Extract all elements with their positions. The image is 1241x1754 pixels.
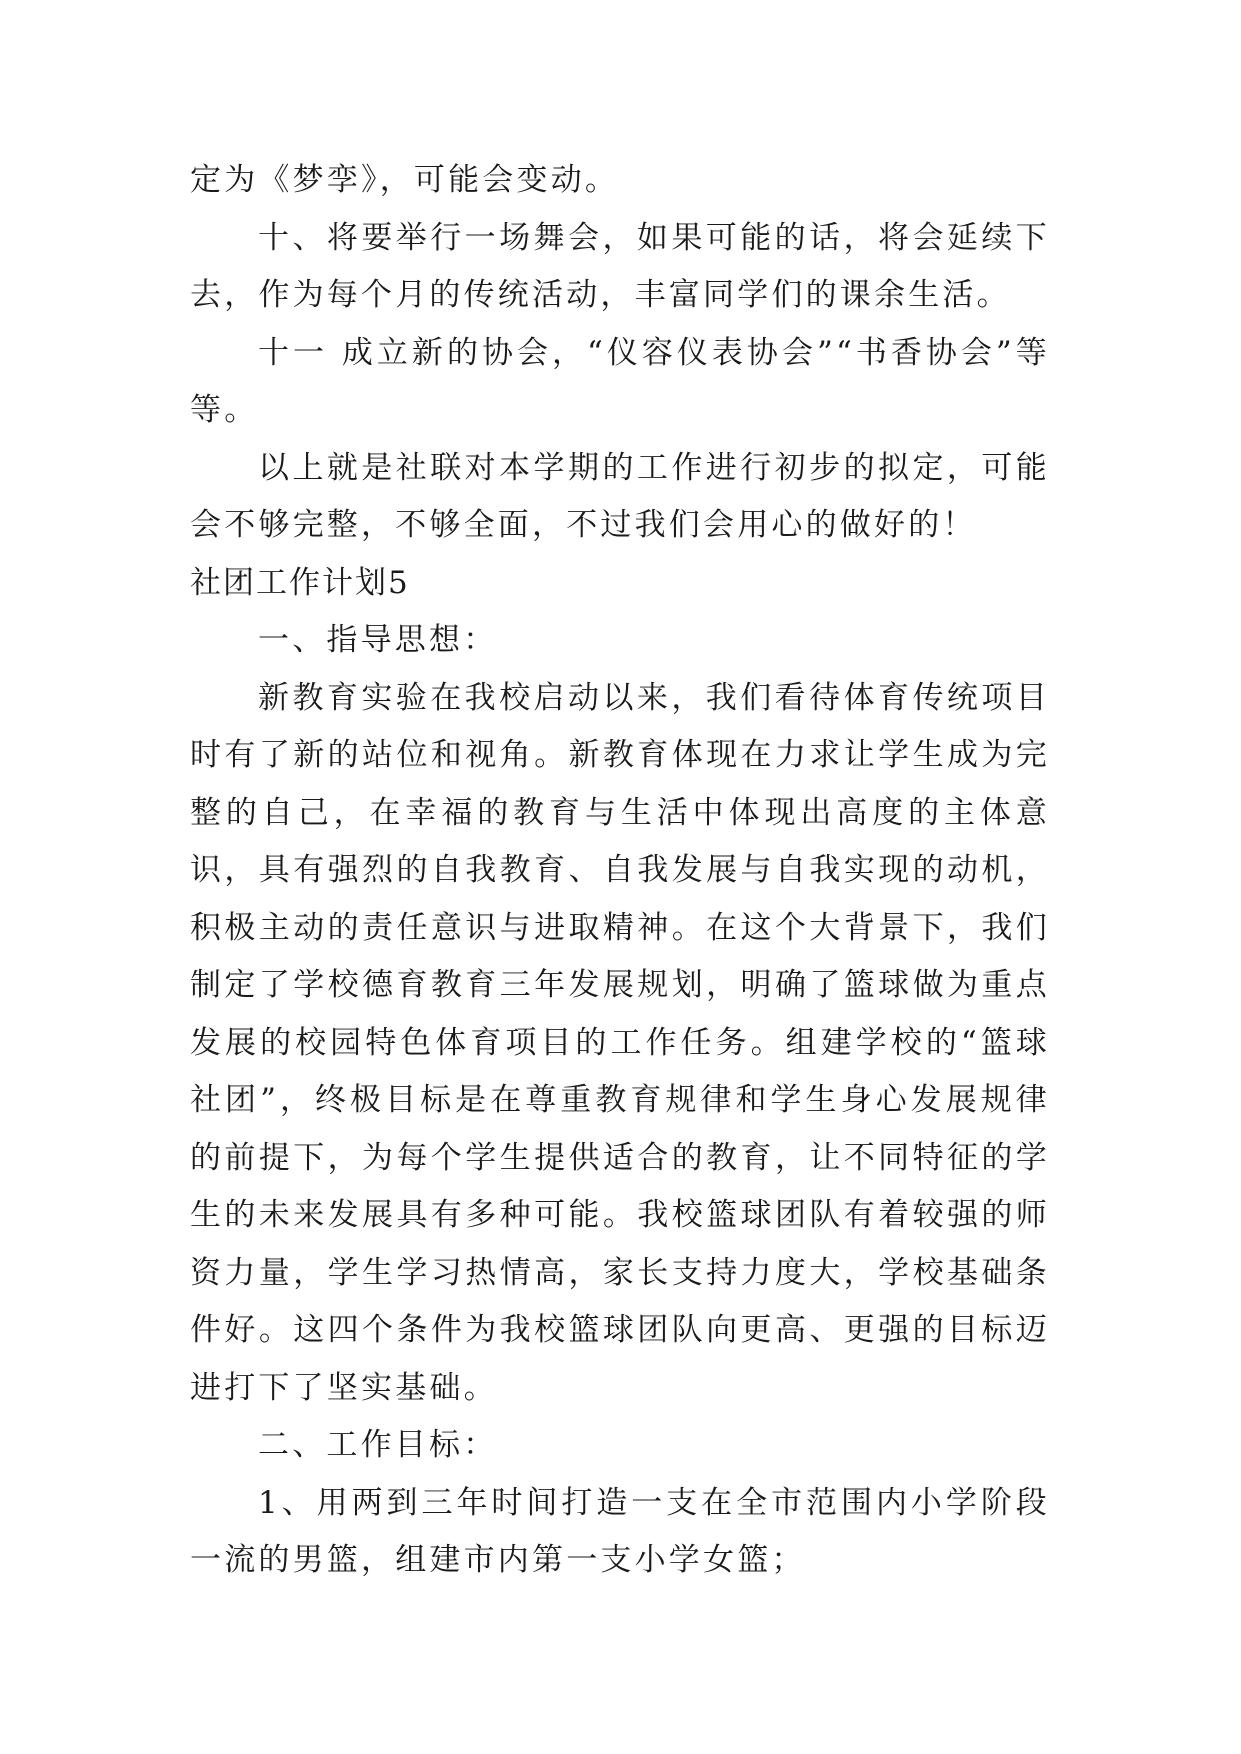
paragraph-guiding-ideology: 新教育实验在我校启动以来，我们看待体育传统项目时有了新的站位和视角。新教育体现在力求让学生成为完整的自己，在幸福的教育与生活中体现出高度的主体意识，具有强烈的自我教育、自我发展与自我实现的动机，积极主动的责任意识与进取精神。在这个大背景下，我们制定了学校德育教育三年发展规划，明确了篮球做为重点发展的校园特色体育项目的工作任务。组建学校的“篮球社团”，终极目标是在尊重教育规律和学生身心发展规律的前提下，为每个学生提供适合的教育，让不同特征的学生的未来发展具有多种可能。我校篮球团队有着较强的师资力量，学生学习热情高，家长支持力度大，学校基础条件好。这四个条件为我校篮球团队向更高、更强的目标迈进打下了坚实基础。 <box>190 679 1050 1406</box>
paragraph-item-ten: 十、将要举行一场舞会，如果可能的话，将会延续下去，作为每个月的传统活动，丰富同学们的课余生活。 <box>190 219 1050 313</box>
paragraph-continuation: 定为《梦孪》，可能会变动。 <box>190 162 620 198</box>
paragraph-goal-one: 1、用两到三年时间打造一支在全市范围内小学阶段一流的男篮，组建市内第一支小学女篮； <box>190 1484 1050 1578</box>
section-title: 社团工作计划5 <box>190 564 410 601</box>
paragraph-item-eleven: 十一 成立新的协会，“仪容仪表协会”“书香协会”等等。 <box>190 334 1050 428</box>
document-body <box>190 152 1050 1590</box>
paragraph-summary: 以上就是社联对本学期的工作进行初步的拟定，可能会不够完整，不够全面，不过我们会用心的做好的！ <box>190 449 1050 543</box>
subheading-guiding-ideology: 一、指导思想： <box>258 622 498 658</box>
subheading-work-goals: 二、工作目标： <box>258 1427 498 1463</box>
